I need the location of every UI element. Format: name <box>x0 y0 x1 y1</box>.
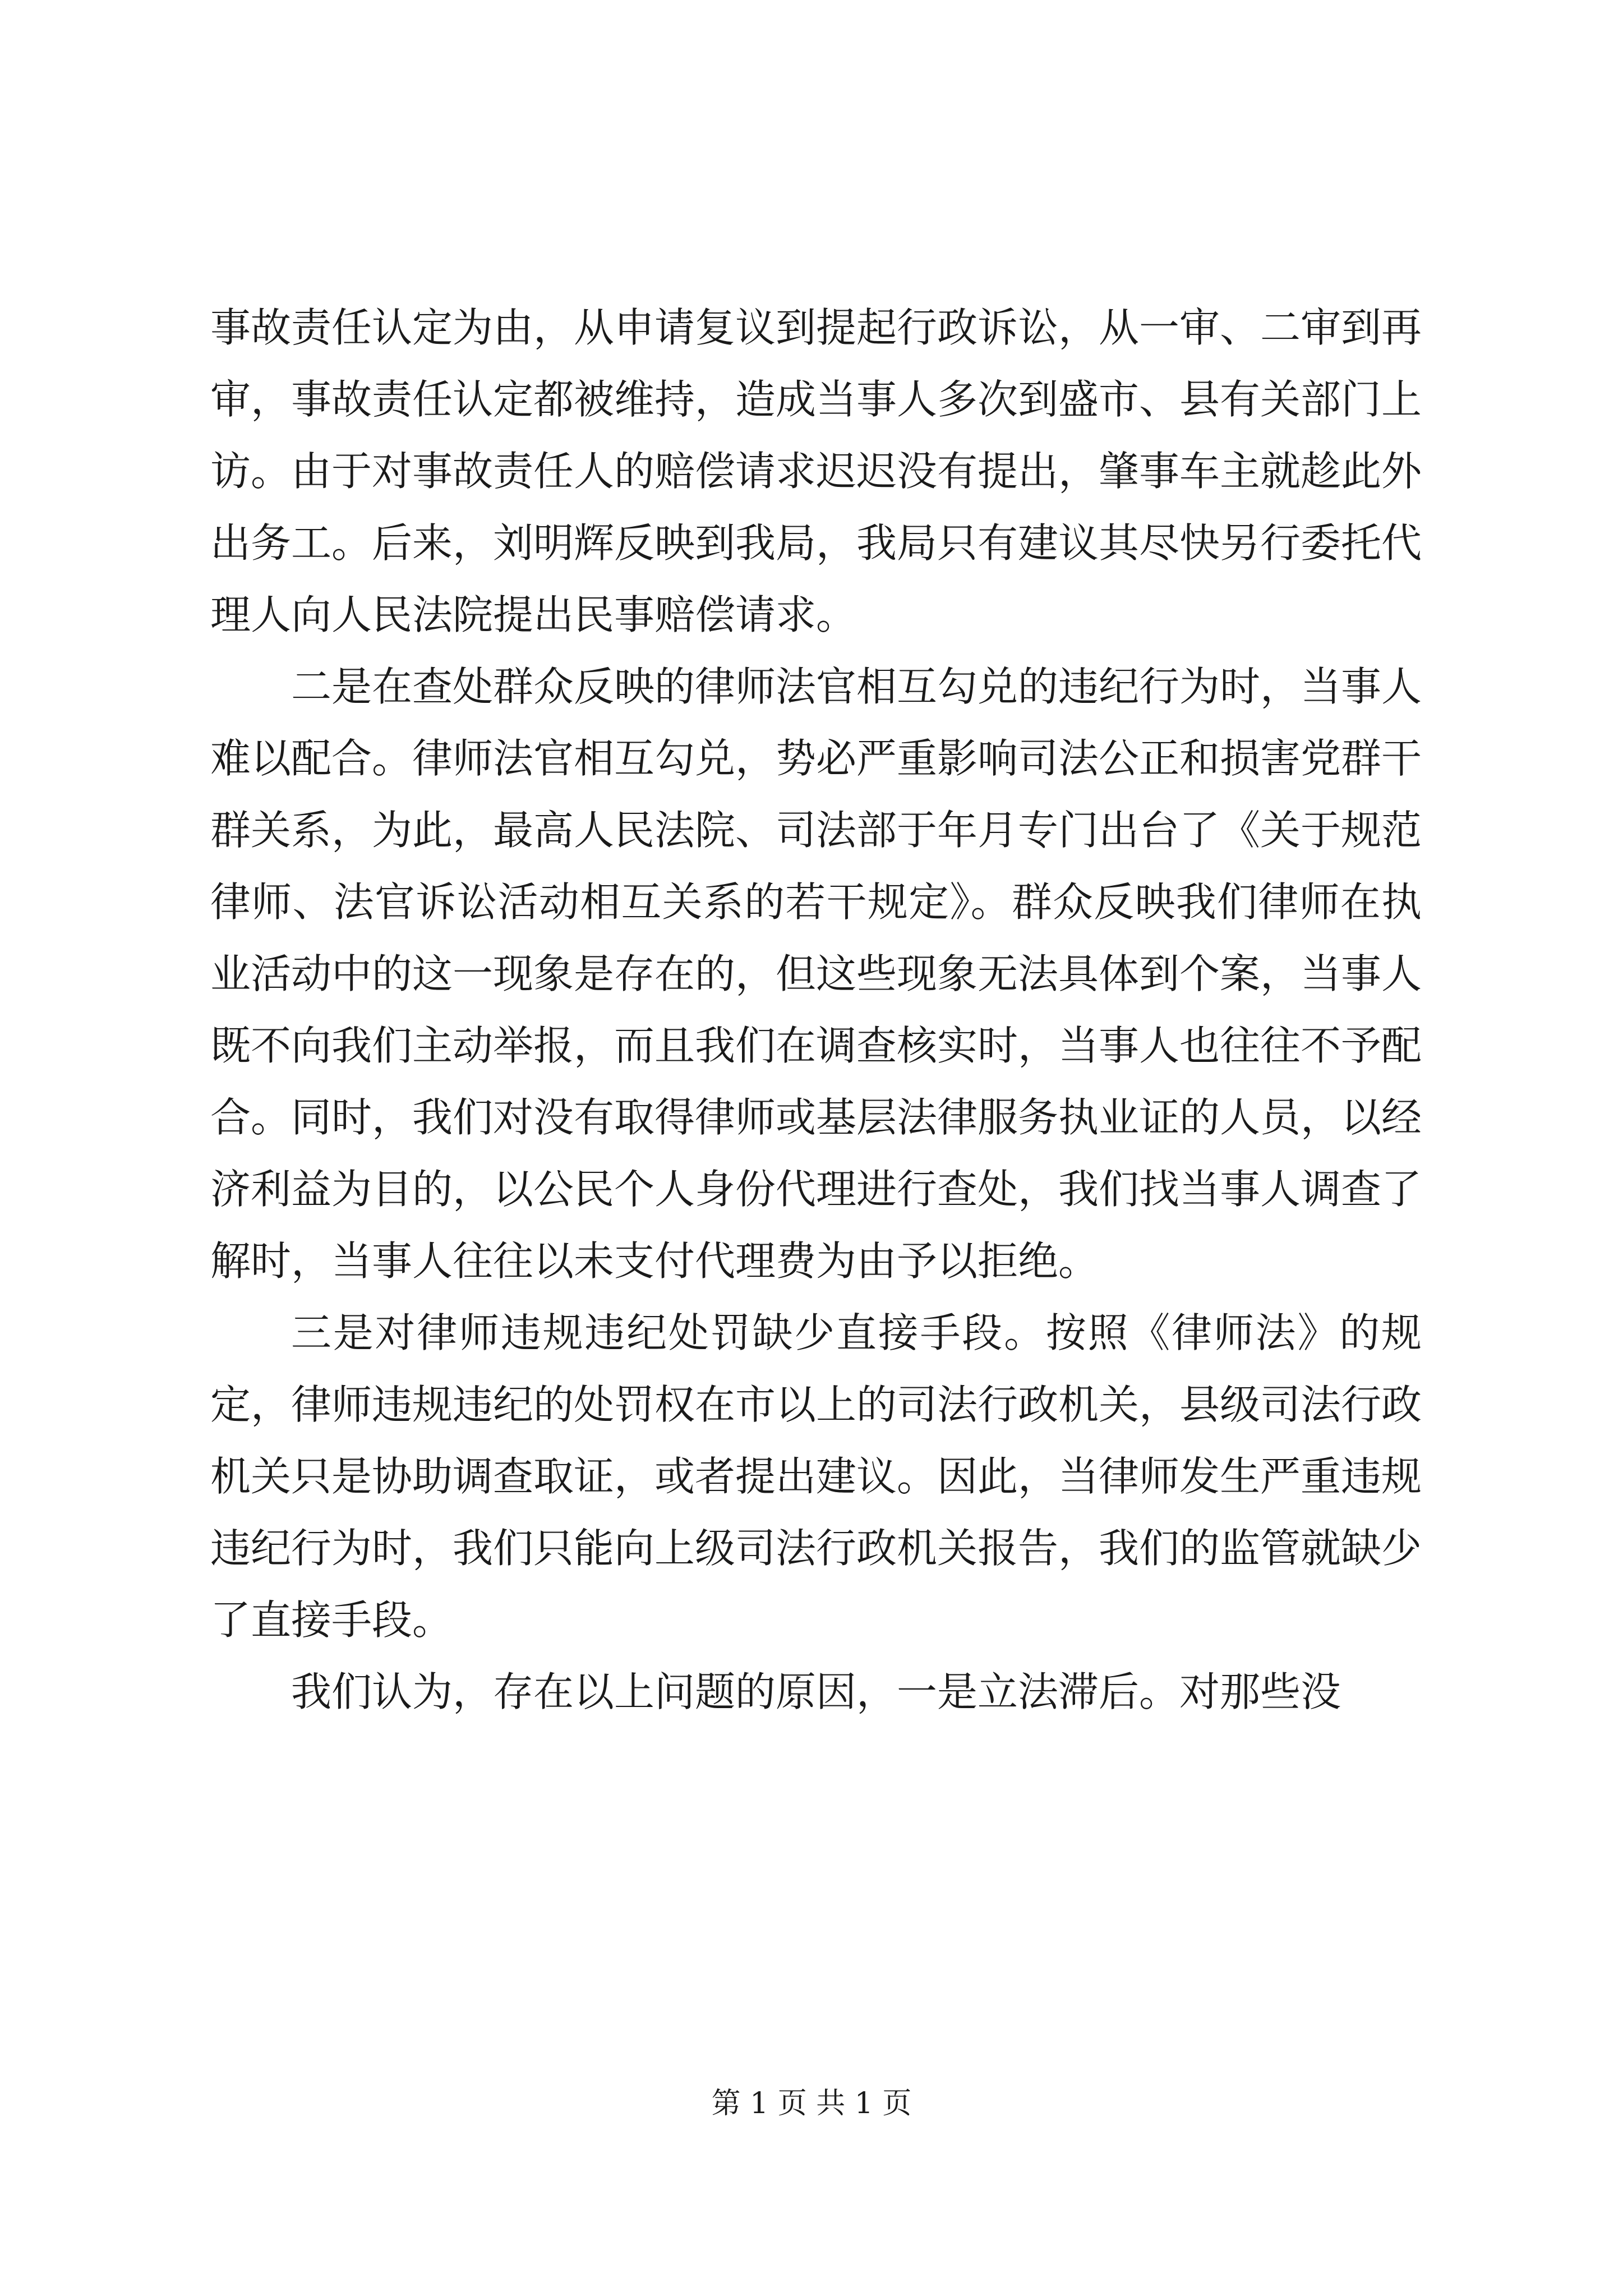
paragraph-point-three: 三是对律师违规违纪处罚缺少直接手段。按照《律师法》的规定，律师违规违纪的处罚权在市以上的司法行政机关，县级司法行政机关只是协助调查取证，或者提出建议。因此，当律师发生严重违规违纪行为时，我们只能向上级司法行政机关报告，我们的监管就缺少了直接手段。 <box>210 1309 1422 1644</box>
document-body <box>210 292 1422 1728</box>
page-number-footer: 第 1 页 共 1 页 <box>711 2087 912 2120</box>
paragraph-causes: 我们认为，存在以上问题的原因，一是立法滞后。对那些没 <box>291 1668 1341 1715</box>
paragraph-continued: 事故责任认定为由，从申请复议到提起行政诉讼，从一审、二审到再审，事故责任认定都被维持，造成当事人多次到盛市、县有关部门上访。由于对事故责任人的赔偿请求迟迟没有提出，肇事车主就趁此外出务工。后来，刘明辉反映到我局，我局只有建议其尽快另行委托代理人向人民法院提出民事赔偿请求。 <box>210 304 1422 638</box>
paragraph-point-two: 二是在查处群众反映的律师法官相互勾兑的违纪行为时，当事人难以配合。律师法官相互勾兑，势必严重影响司法公正和损害党群干群关系，为此，最高人民法院、司法部于年月专门出台了《关于规范律师、法官诉讼活动相互关系的若干规定》。群众反映我们律师在执业活动中的这一现象是存在的，但这些现象无法具体到个案，当事人既不向我们主动举报，而且我们在调查核实时，当事人也往往不予配合。同时，我们对没有取得律师或基层法律服务执业证的人员，以经济利益为目的，以公民个人身份代理进行查处，我们找当事人调查了解时，当事人往往以未支付代理费为由予以拒绝。 <box>210 663 1422 1285</box>
